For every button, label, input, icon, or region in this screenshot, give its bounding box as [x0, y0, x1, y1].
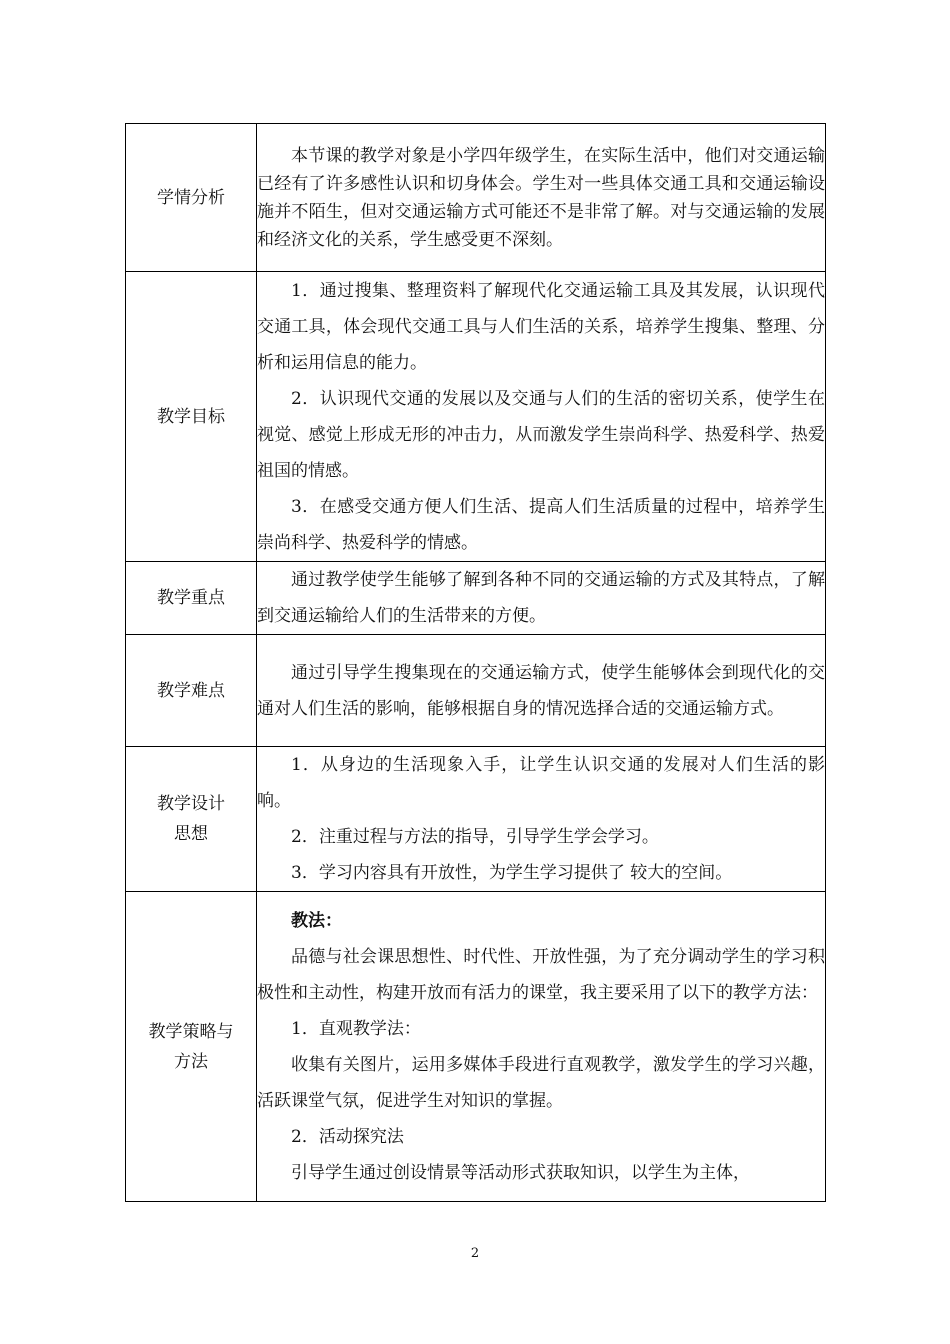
table-row — [126, 272, 826, 562]
row-label-line: 教学策略与 — [148, 1021, 234, 1042]
paragraph: 品德与社会课思想性、时代性、开放性强，为了充分调动学生的学习积极性和主动性，构建开放而有活力的课堂，我主要采用了以下的教学方法： — [257, 946, 825, 1003]
paragraph: 1．从身边的生活现象入手，让学生认识交通的发展对人们生活的影响。 — [257, 755, 825, 811]
row-content — [257, 272, 826, 562]
table-row — [126, 635, 826, 747]
row-content — [257, 747, 826, 892]
row-label — [126, 747, 257, 892]
row-label: 教学目标 — [126, 272, 257, 562]
table-row — [126, 747, 826, 892]
row-content — [257, 635, 826, 747]
table-row — [126, 124, 826, 272]
row-label: 教学重点 — [126, 562, 257, 635]
row-label — [126, 892, 257, 1202]
paragraph: 3．学习内容具有开放性，为学生学习提供了 较大的空间。 — [291, 863, 733, 883]
paragraph: 引导学生通过创设情景等活动形式获取知识，以学生为主体， — [291, 1162, 750, 1183]
paragraph: 通过教学使学生能够了解到各种不同的交通运输的方式及其特点，了解到交通运输给人们的生活带来的方便。 — [257, 570, 825, 626]
paragraph: 2．活动探究法 — [291, 1126, 404, 1147]
paragraph: 收集有关图片，运用多媒体手段进行直观教学，激发学生的学习兴趣，活跃课堂气氛，促进学生对知识的掌握。 — [257, 1054, 825, 1111]
paragraph: 1．通过搜集、整理资料了解现代化交通运输工具及其发展，认识现代交通工具，体会现代交通工具与人们生活的关系，培养学生搜集、整理、分析和运用信息的能力。 — [257, 280, 825, 373]
row-label: 教学难点 — [126, 635, 257, 747]
paragraph: 本节课的教学对象是小学四年级学生，在实际生活中，他们对交通运输已经有了许多感性认识和切身体会。学生对一些具体交通工具和交通运输设施并不陌生，但对交通运输方式可能还不是非常了解。对与交通运输的发展和经济文化的关系，学生感受更不深刻。 — [257, 145, 825, 250]
section-heading: 教法： — [291, 910, 342, 931]
table-row — [126, 562, 826, 635]
row-label: 学情分析 — [126, 124, 257, 272]
row-content — [257, 562, 826, 635]
paragraph: 1．直观教学法： — [291, 1018, 421, 1039]
row-content — [257, 892, 826, 1202]
row-label-line: 方法 — [174, 1051, 208, 1072]
lesson-plan-table — [125, 123, 826, 1202]
paragraph: 3．在感受交通方便人们生活、提高人们生活质量的过程中，培养学生崇尚科学、热爱科学的情感。 — [257, 496, 825, 553]
row-content — [257, 124, 826, 272]
page-number: 2 — [470, 1246, 480, 1261]
table-row — [126, 892, 826, 1202]
paragraph: 2．认识现代交通的发展以及交通与人们的生活的密切关系，使学生在视觉、感觉上形成无形的冲击力，从而激发学生崇尚科学、热爱科学、热爱祖国的情感。 — [257, 388, 825, 481]
row-label-line: 教学设计 — [157, 794, 225, 814]
paragraph: 2．注重过程与方法的指导，引导学生学会学习。 — [291, 827, 659, 847]
row-label-line: 思想 — [174, 824, 208, 844]
paragraph: 通过引导学生搜集现在的交通运输方式，使学生能够体会到现代化的交通对人们生活的影响，能够根据自身的情况选择合适的交通运输方式。 — [257, 662, 825, 719]
